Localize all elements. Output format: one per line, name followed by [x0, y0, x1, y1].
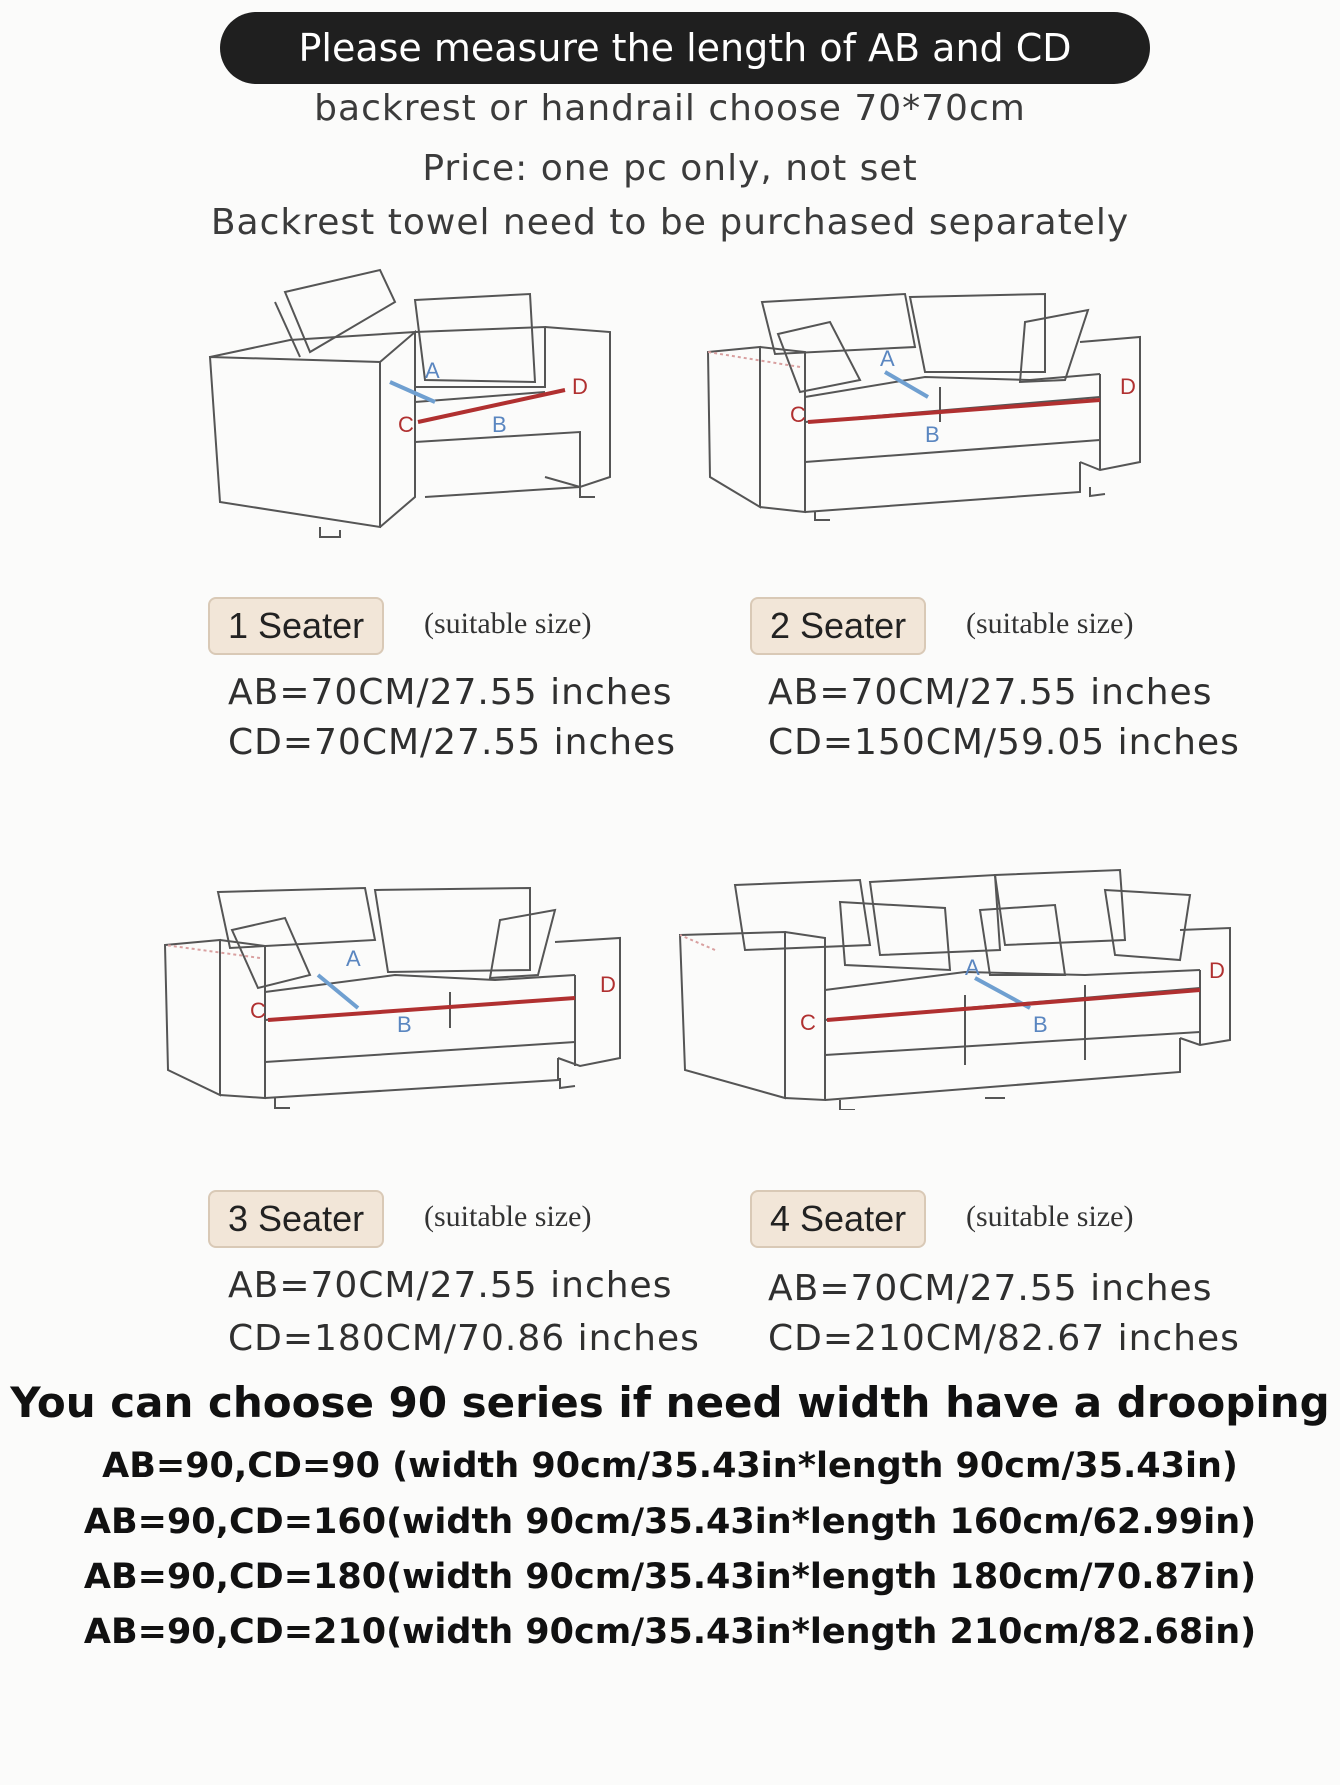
- series90-option: AB=90,CD=90 (width 90cm/35.43in*length 90cm/35.43in): [102, 1446, 1238, 1486]
- cd-line: [827, 990, 1200, 1020]
- label-a: A: [346, 946, 361, 971]
- dim-2-seater-ab: AB=70CM/27.55 inches: [768, 672, 1213, 713]
- header-line-price: Price: one pc only, not set: [422, 148, 918, 189]
- suitable-note: (suitable size): [966, 1200, 1134, 1233]
- label-c: C: [250, 998, 266, 1023]
- series90-option: AB=90,CD=180(width 90cm/35.43in*length 180cm/70.87in): [83, 1557, 1257, 1597]
- sofa-3-seater-diagram: [160, 880, 640, 1110]
- dim-1-seater-cd: CD=70CM/27.55 inches: [228, 722, 676, 763]
- series90-option: AB=90,CD=160(width 90cm/35.43in*length 160cm/62.99in): [83, 1502, 1257, 1542]
- size-badge-1-seater: 1 Seater: [208, 597, 384, 655]
- label-b: B: [397, 1012, 412, 1037]
- label-d: D: [572, 374, 588, 399]
- suitable-note: (suitable size): [424, 1200, 592, 1233]
- suitable-note: (suitable size): [424, 607, 592, 640]
- size-badge-2-seater: 2 Seater: [750, 597, 926, 655]
- label-d: D: [600, 972, 616, 997]
- sofa-1-seater-diagram: [200, 262, 630, 562]
- header-line-backrest: backrest or handrail choose 70*70cm: [314, 88, 1026, 129]
- series90-headline: You can choose 90 series if need width have a drooping: [10, 1378, 1330, 1427]
- label-a: A: [880, 346, 895, 371]
- ab-line: [885, 372, 928, 397]
- suitable-note: (suitable size): [966, 607, 1134, 640]
- series90-option: AB=90,CD=210(width 90cm/35.43in*length 210cm/82.68in): [83, 1612, 1257, 1652]
- label-c: C: [790, 402, 806, 427]
- cd-line: [268, 998, 575, 1020]
- label-c: C: [398, 412, 414, 437]
- dim-4-seater-cd: CD=210CM/82.67 inches: [768, 1318, 1240, 1359]
- size-badge-3-seater: 3 Seater: [208, 1190, 384, 1248]
- ab-line: [390, 382, 435, 402]
- label-d: D: [1209, 958, 1225, 983]
- label-b: B: [925, 422, 940, 447]
- sofa-2-seater-diagram: [700, 282, 1160, 522]
- header-line-towel: Backrest towel need to be purchased separately: [210, 202, 1130, 243]
- sofa-4-seater-diagram: [675, 860, 1235, 1110]
- label-a: A: [965, 955, 980, 980]
- dim-1-seater-ab: AB=70CM/27.55 inches: [228, 672, 673, 713]
- label-b: B: [492, 412, 507, 437]
- dim-2-seater-cd: CD=150CM/59.05 inches: [768, 722, 1240, 763]
- size-badge-4-seater: 4 Seater: [750, 1190, 926, 1248]
- dim-4-seater-ab: AB=70CM/27.55 inches: [768, 1268, 1213, 1309]
- dim-3-seater-ab: AB=70CM/27.55 inches: [228, 1265, 673, 1306]
- header-banner: Please measure the length of AB and CD: [220, 12, 1150, 84]
- label-b: B: [1033, 1012, 1048, 1037]
- label-a: A: [425, 358, 440, 383]
- dim-3-seater-cd: CD=180CM/70.86 inches: [228, 1318, 700, 1359]
- cd-line: [808, 400, 1100, 422]
- label-c: C: [800, 1010, 816, 1035]
- label-d: D: [1120, 374, 1136, 399]
